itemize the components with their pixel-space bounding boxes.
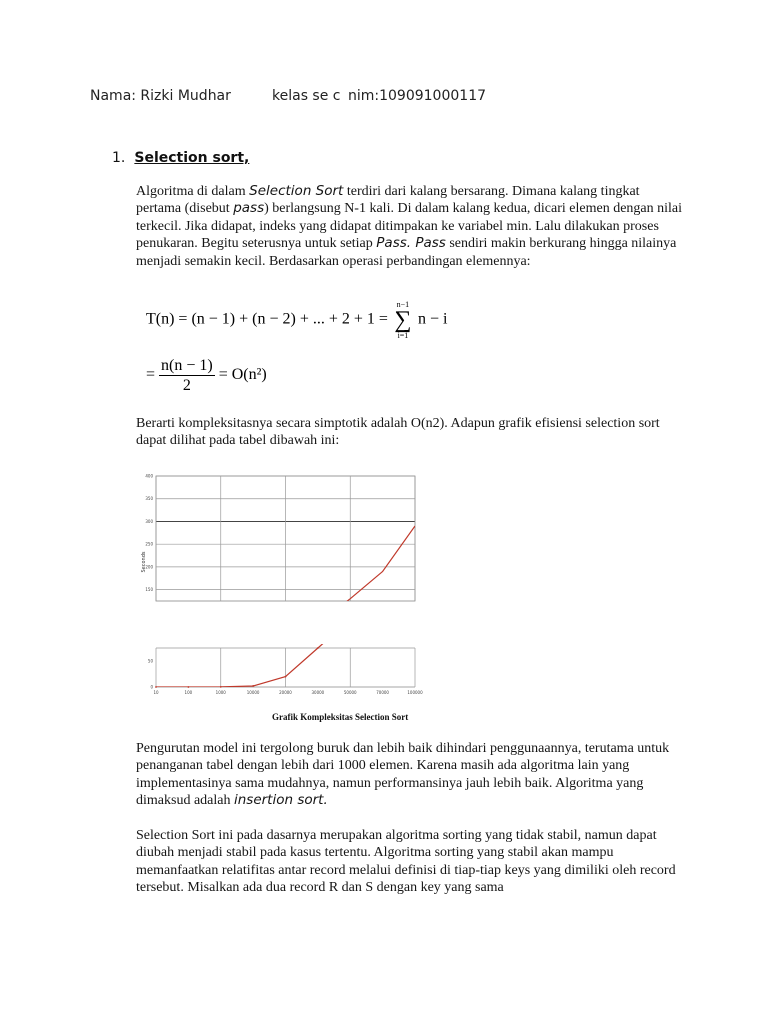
term-insertion-sort: insertion sort. (233, 792, 328, 809)
x-tick-label: 10000 (246, 690, 260, 695)
student-name: Nama: Rizki Mudhar (90, 88, 231, 104)
section-number: 1. (112, 150, 126, 166)
big-o-result: = O(n²) (218, 366, 267, 384)
student-nim: nim:109091000117 (348, 88, 487, 104)
chart-caption: Grafik Kompleksitas Selection Sort (272, 712, 409, 722)
y-tick-label: 0 (150, 684, 153, 690)
paragraph-algorithm-description: Algoritma di dalam Selection Sort terdiri dari kalang bersarang. Dimana kalang tingkat pertama (disebut pass) berlangsung N-1 kali. Di dalam kalang kedua, dicari elemen dengan nilai terkecil. Jika didapat, indeks yang didapat ditimpakan ke variabel min. Lalu dilakukan proses penukaran. Begitu seterusnya untuk setiap Pass. Pass sendiri makin berkurang hingga nilainya menjadi semakin kecil. Berdasarkan operasi perbandingan elemennya: (136, 183, 683, 269)
y-tick-label: 150 (145, 587, 153, 593)
chart-top-panel (145, 474, 415, 658)
y-tick-label: 300 (145, 518, 153, 524)
data-point (187, 686, 189, 688)
fraction: $\frac{n(n - 1)}{2}$ (161, 357, 213, 394)
formula-lhs: T(n) = (n − 1) + (n − 2) + ... + 2 + 1 = (146, 310, 388, 328)
sigma-symbol: n−1 ∑ i=1 (394, 300, 412, 340)
term-pass-pass: Pass. Pass (376, 235, 446, 252)
x-tick-label: 30000 (311, 690, 325, 695)
x-tick-label: 70000 (376, 690, 389, 695)
y-tick-label: 350 (145, 496, 153, 502)
x-tick-label: 1000 (215, 690, 226, 695)
paragraph-stability: Selection Sort ini pada dasarnya merupakan algoritma sorting yang tidak stabil, namun dapat diubah menjadi stabil pada kasus tertentu. Algoritma sorting yang stabil akan mampu memanfaatkan relatifitas antar record melalui definisi di tiap-tiap keys yang dimiliki oleh record tersebut. Misalkan ada dua record R dan S dengan key yang sama (136, 828, 676, 896)
term-pass: pass (233, 200, 265, 217)
y-tick-label: 50 (147, 658, 153, 664)
x-tick-label: 20000 (279, 690, 292, 695)
x-tick-label: 10 (153, 690, 159, 695)
x-tick-label: 50000 (343, 690, 357, 695)
y-tick-label: 200 (145, 564, 153, 570)
formula-fraction: = $\frac{n(n - 1)}{2}$ = O(n²) (146, 357, 267, 394)
y-tick-label: 400 (145, 473, 153, 479)
data-point (155, 686, 157, 688)
complexity-chart (136, 468, 426, 700)
x-tick-label: 100 (184, 690, 193, 695)
formula-rhs: n − i (417, 310, 448, 328)
data-point (220, 686, 222, 688)
term-selection-sort: Selection Sort (249, 183, 344, 199)
x-tick-label: 100000 (407, 690, 423, 695)
section-heading (112, 150, 249, 166)
paragraph-complexity: Berarti kompleksitasnya secara simptotik adalah O(n2). Adapun grafik efisiensi selection sort dapat dilihat pada tabel dibawah ini: (136, 416, 660, 449)
data-point (317, 647, 319, 649)
section-title: Selection sort, (134, 150, 250, 166)
student-class: kelas se c (272, 88, 341, 104)
formula-sum (146, 300, 447, 340)
data-point (252, 685, 254, 687)
data-point (285, 676, 287, 678)
y-tick-label: 250 (145, 541, 153, 547)
paragraph-evaluation: Pengurutan model ini tergolong buruk dan lebih baik dihindari penggunaannya, terutama untuk penanganan tabel dengan lebih dari 1000 elemen. Karena masih ada algoritma lain yang implementasinya sama mudahnya, namun performansinya jauh lebih baik. Algoritma yang dimaksud adalah insertion sort. (136, 741, 670, 809)
y-axis-label: Seconds (141, 551, 147, 573)
